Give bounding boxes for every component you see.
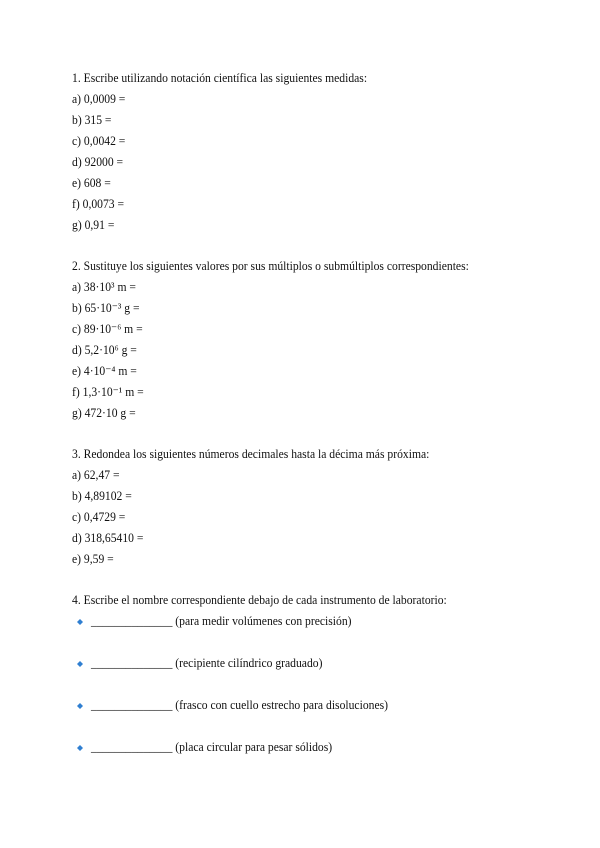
question-4-item-3: ______________ (frasco con cuello estrecho para disoluciones)	[91, 698, 389, 712]
bullet-icon	[77, 703, 83, 706]
question-3-item-c: c) 0,4729 =	[72, 510, 126, 524]
question-4-title: 4. Escribe el nombre correspondiente debajo de cada instrumento de laboratorio:	[72, 593, 447, 607]
bullet-icon	[77, 619, 83, 622]
question-4	[72, 590, 572, 779]
list-item	[72, 653, 572, 695]
question-2-item-e: e) 4·10⁻⁴ m =	[72, 364, 137, 378]
question-2-item-b: b) 65·10⁻³ g =	[72, 301, 140, 315]
question-4-item-2: ______________ (recipiente cilíndrico graduado)	[91, 656, 323, 670]
question-1-item-b: b) 315 =	[72, 113, 112, 127]
question-1-title: 1. Escribe utilizando notación científica las siguientes medidas:	[72, 71, 368, 85]
question-2-title: 2. Sustituye los siguientes valores por sus múltiplos o submúltiplos correspondientes:	[72, 259, 469, 273]
question-1-item-g: g) 0,91 =	[72, 218, 115, 232]
question-3-item-e: e) 9,59 =	[72, 552, 114, 566]
question-2	[72, 256, 572, 424]
question-4-item-4: ______________ (placa circular para pesar sólidos)	[91, 740, 333, 754]
question-3	[72, 444, 572, 570]
bullet-icon	[77, 661, 83, 664]
question-1-item-a: a) 0,0009 =	[72, 92, 126, 106]
question-2-item-a: a) 38·10³ m =	[72, 280, 136, 294]
question-4-item-1: ______________ (para medir volúmenes con precisión)	[91, 614, 352, 628]
list-item	[72, 611, 572, 653]
question-3-item-d: d) 318,65410 =	[72, 531, 144, 545]
question-1	[72, 68, 572, 236]
list-item	[72, 695, 572, 737]
question-1-item-d: d) 92000 =	[72, 155, 124, 169]
question-2-item-f: f) 1,3·10⁻¹ m =	[72, 385, 144, 399]
question-1-item-c: c) 0,0042 =	[72, 134, 126, 148]
question-3-item-a: a) 62,47 =	[72, 468, 120, 482]
question-2-item-d: d) 5,2·10⁶ g =	[72, 343, 137, 357]
question-2-item-c: c) 89·10⁻⁶ m =	[72, 322, 143, 336]
question-1-item-e: e) 608 =	[72, 176, 111, 190]
list-item	[72, 737, 572, 779]
question-2-item-g: g) 472·10 g =	[72, 406, 136, 420]
question-1-item-f: f) 0,0073 =	[72, 197, 125, 211]
question-3-item-b: b) 4,89102 =	[72, 489, 132, 503]
bullet-icon	[77, 745, 83, 748]
question-3-title: 3. Redondea los siguientes números decimales hasta la décima más próxima:	[72, 447, 430, 461]
